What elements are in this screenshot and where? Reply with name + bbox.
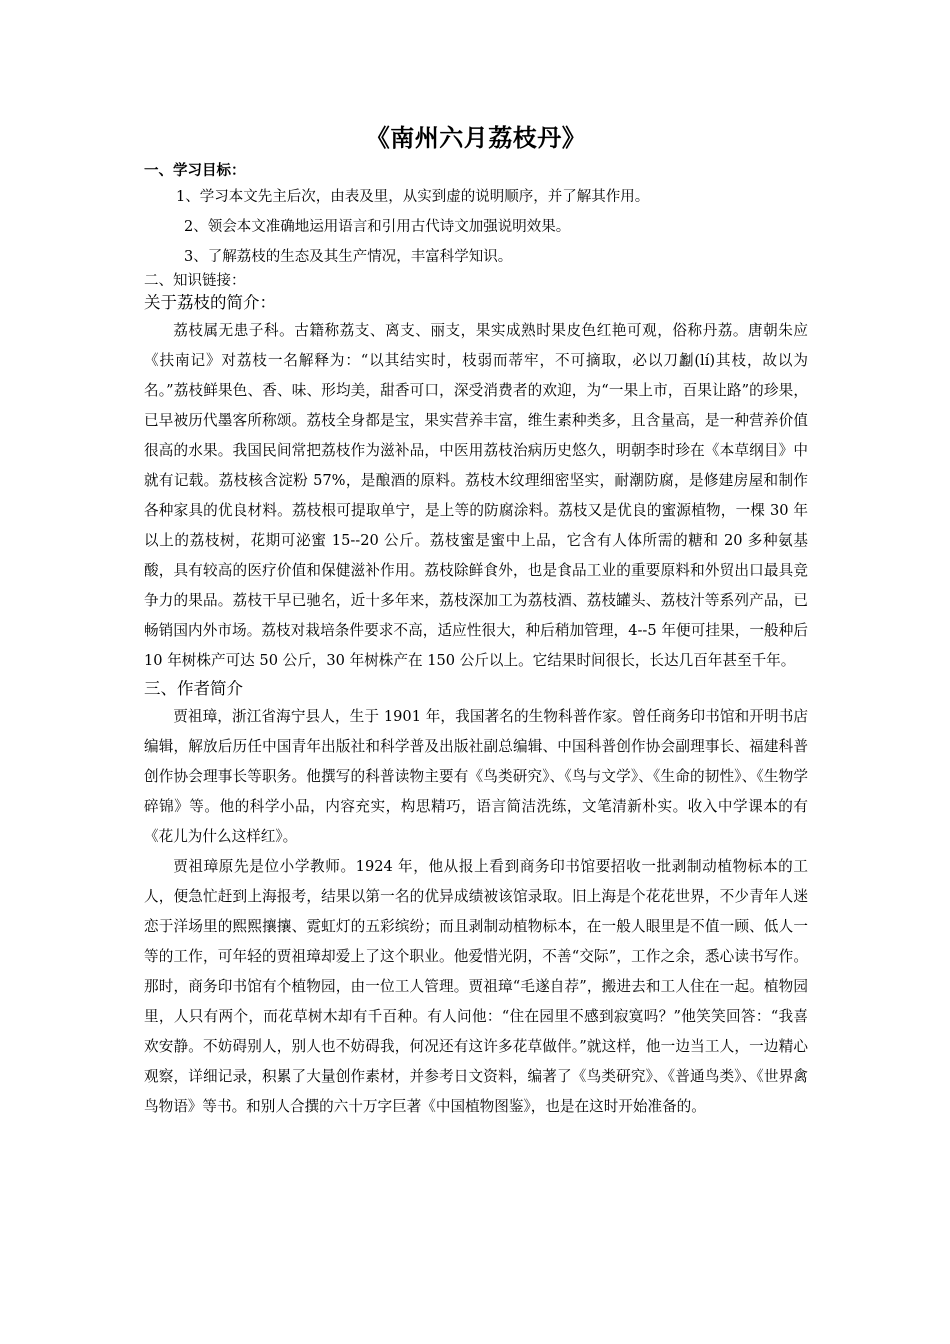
goal-item-2: 2、领会本文准确地运用语言和引用古代诗文加强说明效果。 (184, 219, 571, 235)
paragraph-lychee-intro: 荔枝属无患子科。古籍称荔支、离支、丽支，果实成熟时果皮色红艳可观，俗称丹荔。唐朝朱应《扶南记》对荔枝一名解释为：“以其结实时，枝弱而蒂牢，不可摘取，必以刀劙(lí)其枝，故以为名。”荔枝鲜果色、香、味、形均美，甜香可口，深受消费者的欢迎，为“一果上市，百果让路”的珍果，已早被历代墨客所称颂。荔枝全身都是宝，果实营养丰富，维生素种类多，且含量高，是一种营养价值很高的水果。我国民间常把荔枝作为滋补品，中医用荔枝治病历史悠久，明朝李时珍在《本草纲目》中就有记载。荔枝核含淀粉 57%，是酿酒的原料。荔枝木纹理细密坚实，耐潮防腐，是修建房屋和制作各种家具的优良材料。荔枝根可提取单宁，是上等的防腐涂料。荔枝又是优良的蜜源植物，一棵 30 年以上的荔枝树，花期可泌蜜 15--20 公斤。荔枝蜜是蜜中上品，它含有人体所需的糖和 20 多种氨基酸，具有较高的医疗价值和保健滋补作用。荔枝除鲜食外，也是食品工业的重要原料和外贸出口最具竞争力的果品。荔枝干早已驰名，近十多年来，荔枝深加工为荔枝酒、荔枝罐头、荔枝汁等系列产品，已畅销国内外市场。荔枝对栽培条件要求不高，适应性很大，种后稍加管理，4--5 年便可挂果，一般种后 10 年树株产可达 50 公斤，30 年树株产在 150 公斤以上。它结果时间很长，长达几百年甚至千年。 (144, 322, 808, 669)
section-heading-author: 三、作者简介 (144, 679, 243, 698)
goal-item-1: 1、学习本文先主后次，由表及里，从实到虚的说明顺序，并了解其作用。 (176, 189, 650, 205)
paragraph-author-2: 贾祖璋原先是位小学教师。1924 年，他从报上看到商务印书馆要招收一批剥制动植物标本的工人，便急忙赶到上海报考，结果以第一名的优异成绩被该馆录取。旧上海是个花花世界，不少青年人迷恋于洋场里的熙熙攘攘、霓虹灯的五彩缤纷；而且剥制动植物标本，在一般人眼里是不值一顾、低人一等的工作，可年轻的贾祖璋却爱上了这个职业。他爱惜光阴，不善“交际”，工作之余，悉心读书写作。那时，商务印书馆有个植物园，由一位工人管理。贾祖璋“毛遂自荐”，搬进去和工人住在一起。植物园里，人只有两个，而花草树木却有千百种。有人问他：“住在园里不感到寂寞吗？”他笑笑回答：“我喜欢安静。不妨碍别人，别人也不妨碍我，何况还有这许多花草做伴。”就这样，他一边当工人，一边精心观察，详细记录，积累了大量创作素材，并参考日文资料，编著了《鸟类研究》、《普通鸟类》、《世界禽鸟物语》等书。和别人合撰的六十万字巨著《中国植物图鉴》，也是在这时开始准备的。 (144, 858, 808, 1115)
goal-item-3: 3、了解荔枝的生态及其生产情况，丰富科学知识。 (184, 249, 513, 265)
paragraph-author-1: 贾祖璋，浙江省海宁县人，生于 1901 年，我国著名的生物科普作家。曾任商务印书馆和开明书店编辑，解放后历任中国青年出版社和科学普及出版社副总编辑、中国科普创作协会副理事长、福建科普创作协会理事长等职务。他撰写的科普读物主要有《鸟类研究》、《鸟与文学》、《生命的韧性》、《生物学碎锦》等。他的科学小品，内容充实，构思精巧，语言简洁洗练，文笔清新朴实。收入中学课本的有《花儿为什么这样红》。 (144, 708, 808, 845)
document-page (144, 118, 808, 1122)
section-heading-knowledge: 二、知识链接： (144, 273, 246, 289)
section-heading-goals: 一、学习目标： (144, 163, 246, 179)
subheading-lychee-intro: 关于荔枝的简介： (144, 293, 276, 312)
document-title: 《南州六月荔枝丹》 (365, 124, 587, 152)
